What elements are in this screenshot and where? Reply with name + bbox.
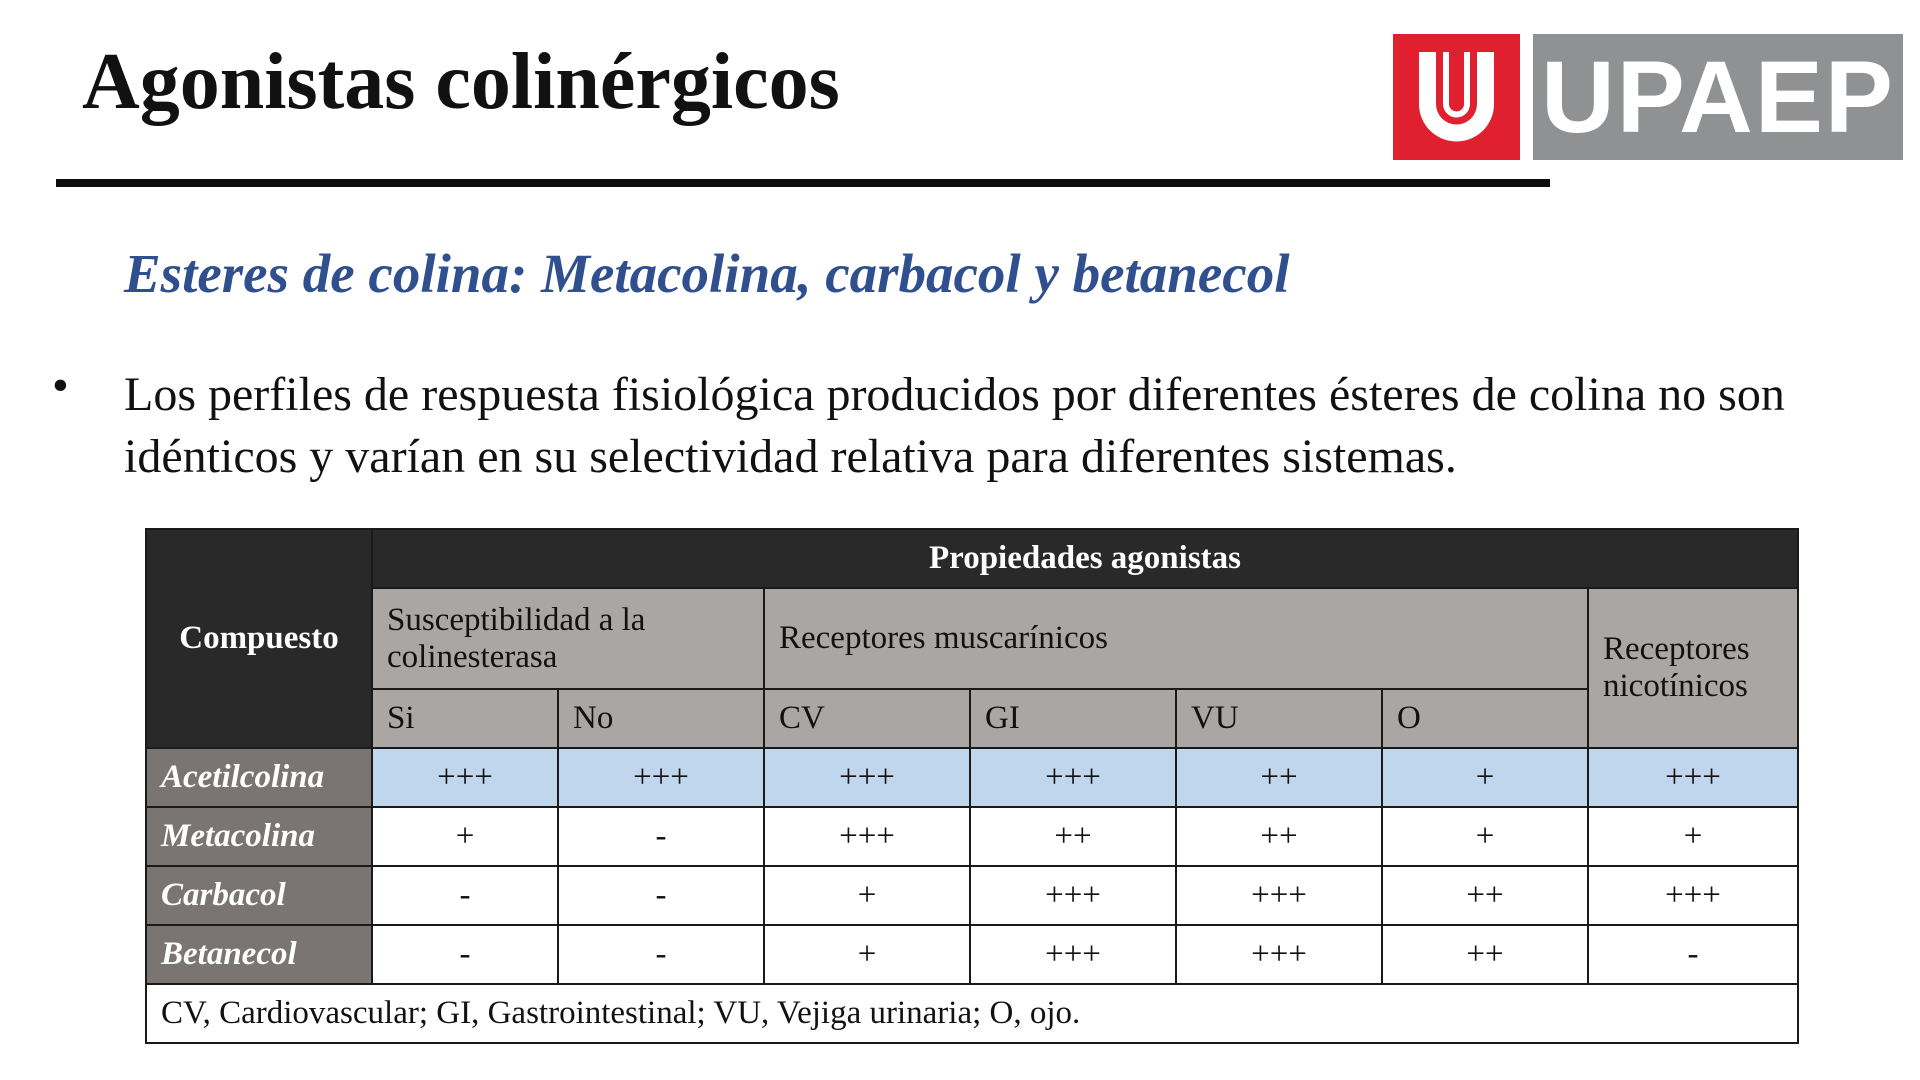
table-cell: + <box>764 925 970 984</box>
table-cell: - <box>372 925 558 984</box>
logo-u-mark-icon <box>1393 34 1520 160</box>
table-cell: +++ <box>970 866 1176 925</box>
compound-name: Metacolina <box>146 807 372 866</box>
table-row <box>146 866 1798 925</box>
compound-name: Carbacol <box>146 866 372 925</box>
table-cell: - <box>1588 925 1798 984</box>
table-footnote: CV, Cardiovascular; GI, Gastrointestinal; VU, Vejiga urinaria; O, ojo. <box>146 984 1798 1043</box>
table-cell: +++ <box>764 807 970 866</box>
group-header: Propiedades agonistas <box>372 529 1798 588</box>
table-cell: +++ <box>1588 866 1798 925</box>
subheader-gi: GI <box>970 689 1176 748</box>
subtitle: Esteres de colina: Metacolina, carbacol y betanecol <box>124 243 1290 304</box>
table-cell: ++ <box>970 807 1176 866</box>
table-cell: - <box>558 866 764 925</box>
table-row <box>146 925 1798 984</box>
nicotinic-header: Receptores nicotínicos <box>1588 588 1798 748</box>
table-cell: + <box>1588 807 1798 866</box>
table-cell: ++ <box>1176 807 1382 866</box>
subheader-vu: VU <box>1176 689 1382 748</box>
table-cell: - <box>558 925 764 984</box>
table-cell: - <box>558 807 764 866</box>
title-underline <box>56 179 1550 187</box>
compound-name: Betanecol <box>146 925 372 984</box>
table-cell: + <box>1382 748 1588 807</box>
table-cell: +++ <box>970 748 1176 807</box>
table-cell: +++ <box>1588 748 1798 807</box>
table-cell: ++ <box>1382 866 1588 925</box>
muscarinic-header: Receptores muscarínicos <box>764 588 1588 689</box>
bullet-icon: • <box>52 359 69 412</box>
table-cell: +++ <box>558 748 764 807</box>
table-cell: +++ <box>372 748 558 807</box>
table-cell: + <box>1382 807 1588 866</box>
subheader-o: O <box>1382 689 1588 748</box>
compound-header: Compuesto <box>146 529 372 748</box>
bullet-text: Los perfiles de respuesta fisiológica producidos por diferentes ésteres de colina no son idénticos y varían en su selectividad relativa para diferentes sistemas. <box>124 368 1785 483</box>
cholinesterase-header: Susceptibilidad a la colinesterasa <box>372 588 764 689</box>
table-cell: ++ <box>1176 748 1382 807</box>
logo-text: UPAEP <box>1533 34 1903 160</box>
table-cell: +++ <box>970 925 1176 984</box>
table-cell: - <box>372 866 558 925</box>
table-cell: + <box>764 866 970 925</box>
subheader-cv: CV <box>764 689 970 748</box>
agonist-properties-table <box>145 528 1799 1044</box>
table-cell: ++ <box>1382 925 1588 984</box>
table-row <box>146 748 1798 807</box>
table-cell: +++ <box>1176 925 1382 984</box>
subheader-si: Si <box>372 689 558 748</box>
compound-name: Acetilcolina <box>146 748 372 807</box>
subheader-no: No <box>558 689 764 748</box>
table-cell: + <box>372 807 558 866</box>
table-cell: +++ <box>764 748 970 807</box>
slide-title: Agonistas colinérgicos <box>82 38 840 126</box>
table-row <box>146 807 1798 866</box>
table-cell: +++ <box>1176 866 1382 925</box>
